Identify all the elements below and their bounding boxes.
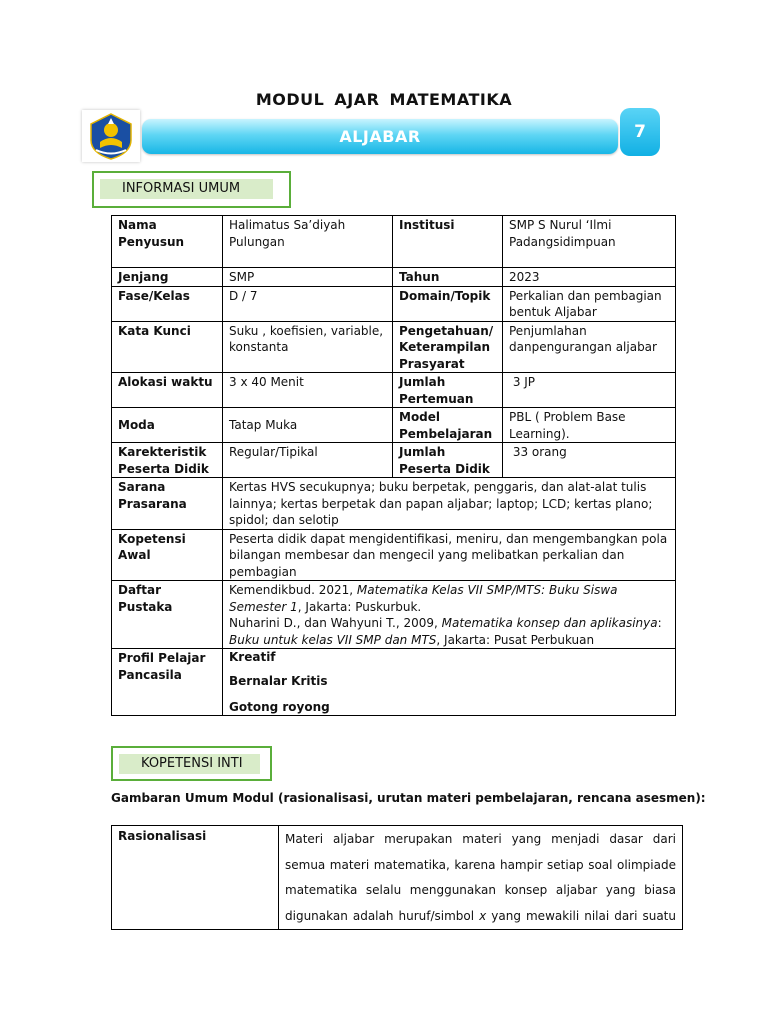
pustaka-entry-2: Nuharini D., dan Wahyuni T., 2009, Matematika konsep dan aplikasinya: Buku untuk kelas VII SMP dan MTS, Jakarta: Pusat Perbukuan bbox=[229, 616, 662, 647]
sarana-value: Kertas HVS secukupnya; buku berpetak, penggaris, dan alat-alat tulis lainnya; kertas berpetak dan papan aljabar; laptop; LCD; kertas plano; spidol; dan selotip bbox=[223, 478, 676, 530]
table-row bbox=[112, 408, 676, 443]
informasi-umum-table bbox=[111, 215, 676, 716]
tahun-label: Tahun bbox=[393, 268, 503, 287]
table-row bbox=[112, 216, 676, 268]
profil-item: Bernalar Kritis bbox=[229, 674, 328, 688]
model-label: Model Pembelajaran bbox=[393, 408, 503, 443]
karakteristik-value: Regular/Tipikal bbox=[223, 443, 393, 478]
daftar-pustaka-value bbox=[223, 581, 676, 649]
jumlah-pertemuan-value: 3 JP bbox=[503, 373, 676, 408]
table-row bbox=[112, 373, 676, 408]
kata-kunci-label: Kata Kunci bbox=[112, 321, 223, 373]
rasionalisasi-table bbox=[111, 825, 683, 930]
fase-value: D / 7 bbox=[223, 286, 393, 321]
table-row bbox=[112, 649, 676, 716]
rasionalisasi-label: Rasionalisasi bbox=[112, 826, 279, 930]
table-row bbox=[112, 826, 683, 930]
fase-label: Fase/Kelas bbox=[112, 286, 223, 321]
kata-kunci-value: Suku , koefisien, variable, konstanta bbox=[223, 321, 393, 373]
table-row bbox=[112, 286, 676, 321]
grade-badge: 7 bbox=[620, 108, 660, 156]
alokasi-label: Alokasi waktu bbox=[112, 373, 223, 408]
alokasi-value: 3 x 40 Menit bbox=[223, 373, 393, 408]
sarana-label: Sarana Prasarana bbox=[112, 478, 223, 530]
domain-value: Perkalian dan pembagian bentuk Aljabar bbox=[503, 286, 676, 321]
jumlah-pertemuan-label: Jumlah Pertemuan bbox=[393, 373, 503, 408]
kompetensi-awal-value: Peserta didik dapat mengidentifikasi, meniru, dan mengembangkan pola bilangan membesar dan mengecil yang melibatkan perkalian dan pembagian bbox=[223, 529, 676, 581]
moda-label: Moda bbox=[112, 408, 223, 443]
jenjang-value: SMP bbox=[223, 268, 393, 287]
gambaran-umum-heading: Gambaran Umum Modul (rasionalisasi, urutan materi pembelajaran, rencana asesmen): bbox=[111, 791, 706, 805]
profil-value bbox=[223, 649, 676, 716]
profil-label: Profil Pelajar Pancasila bbox=[112, 649, 223, 716]
nama-label: Nama Penyusun bbox=[112, 216, 223, 268]
institusi-label: Institusi bbox=[393, 216, 503, 268]
section-informasi-umum-label: INFORMASI UMUM bbox=[100, 179, 273, 199]
model-value: PBL ( Problem Base Learning). bbox=[503, 408, 676, 443]
institusi-value: SMP S Nurul ‘Ilmi Padangsidimpuan bbox=[503, 216, 676, 268]
karakteristik-label: Karekteristik Peserta Didik bbox=[112, 443, 223, 478]
table-row bbox=[112, 529, 676, 581]
topic-banner-label: ALJABAR bbox=[339, 127, 421, 146]
prasyarat-label: Pengetahuan/ Keterampilan Prasyarat bbox=[393, 321, 503, 373]
profil-item: Gotong royong bbox=[229, 700, 330, 714]
document-title: MODUL AJAR MATEMATIKA bbox=[255, 90, 513, 109]
jumlah-peserta-value: 33 orang bbox=[503, 443, 676, 478]
tut-wuri-handayani-logo bbox=[82, 110, 140, 162]
table-row bbox=[112, 478, 676, 530]
section-informasi-umum bbox=[92, 171, 291, 208]
kompetensi-awal-label: Kopetensi Awal bbox=[112, 529, 223, 581]
nama-value: Halimatus Sa’diyah Pulungan bbox=[223, 216, 393, 268]
table-row bbox=[112, 443, 676, 478]
pustaka-entry-1: Kemendikbud. 2021, Matematika Kelas VII SMP/MTS: Buku Siswa Semester 1, Jakarta: Puskurbuk. bbox=[229, 583, 618, 614]
profil-item: Kreatif bbox=[229, 650, 276, 664]
prasyarat-value: Penjumlahan danpengurangan aljabar bbox=[503, 321, 676, 373]
table-row bbox=[112, 321, 676, 373]
topic-banner bbox=[142, 119, 618, 154]
table-row bbox=[112, 581, 676, 649]
daftar-pustaka-label: Daftar Pustaka bbox=[112, 581, 223, 649]
tahun-value: 2023 bbox=[503, 268, 676, 287]
rasionalisasi-value: Materi aljabar merupakan materi yang menjadi dasar dari semua materi matematika, karena hampir setiap soal olimpiade matematika selalu menggunakan konsep aljabar yang biasa digunakan adalah huruf/simbol x yang mewakili nilai dari suatu bbox=[279, 826, 683, 930]
domain-label: Domain/Topik bbox=[393, 286, 503, 321]
jenjang-label: Jenjang bbox=[112, 268, 223, 287]
section-kompetensi-inti bbox=[111, 746, 272, 781]
table-row bbox=[112, 268, 676, 287]
jumlah-peserta-label: Jumlah Peserta Didik bbox=[393, 443, 503, 478]
section-kompetensi-inti-label: KOPETENSI INTI bbox=[119, 754, 260, 774]
moda-value: Tatap Muka bbox=[223, 408, 393, 443]
